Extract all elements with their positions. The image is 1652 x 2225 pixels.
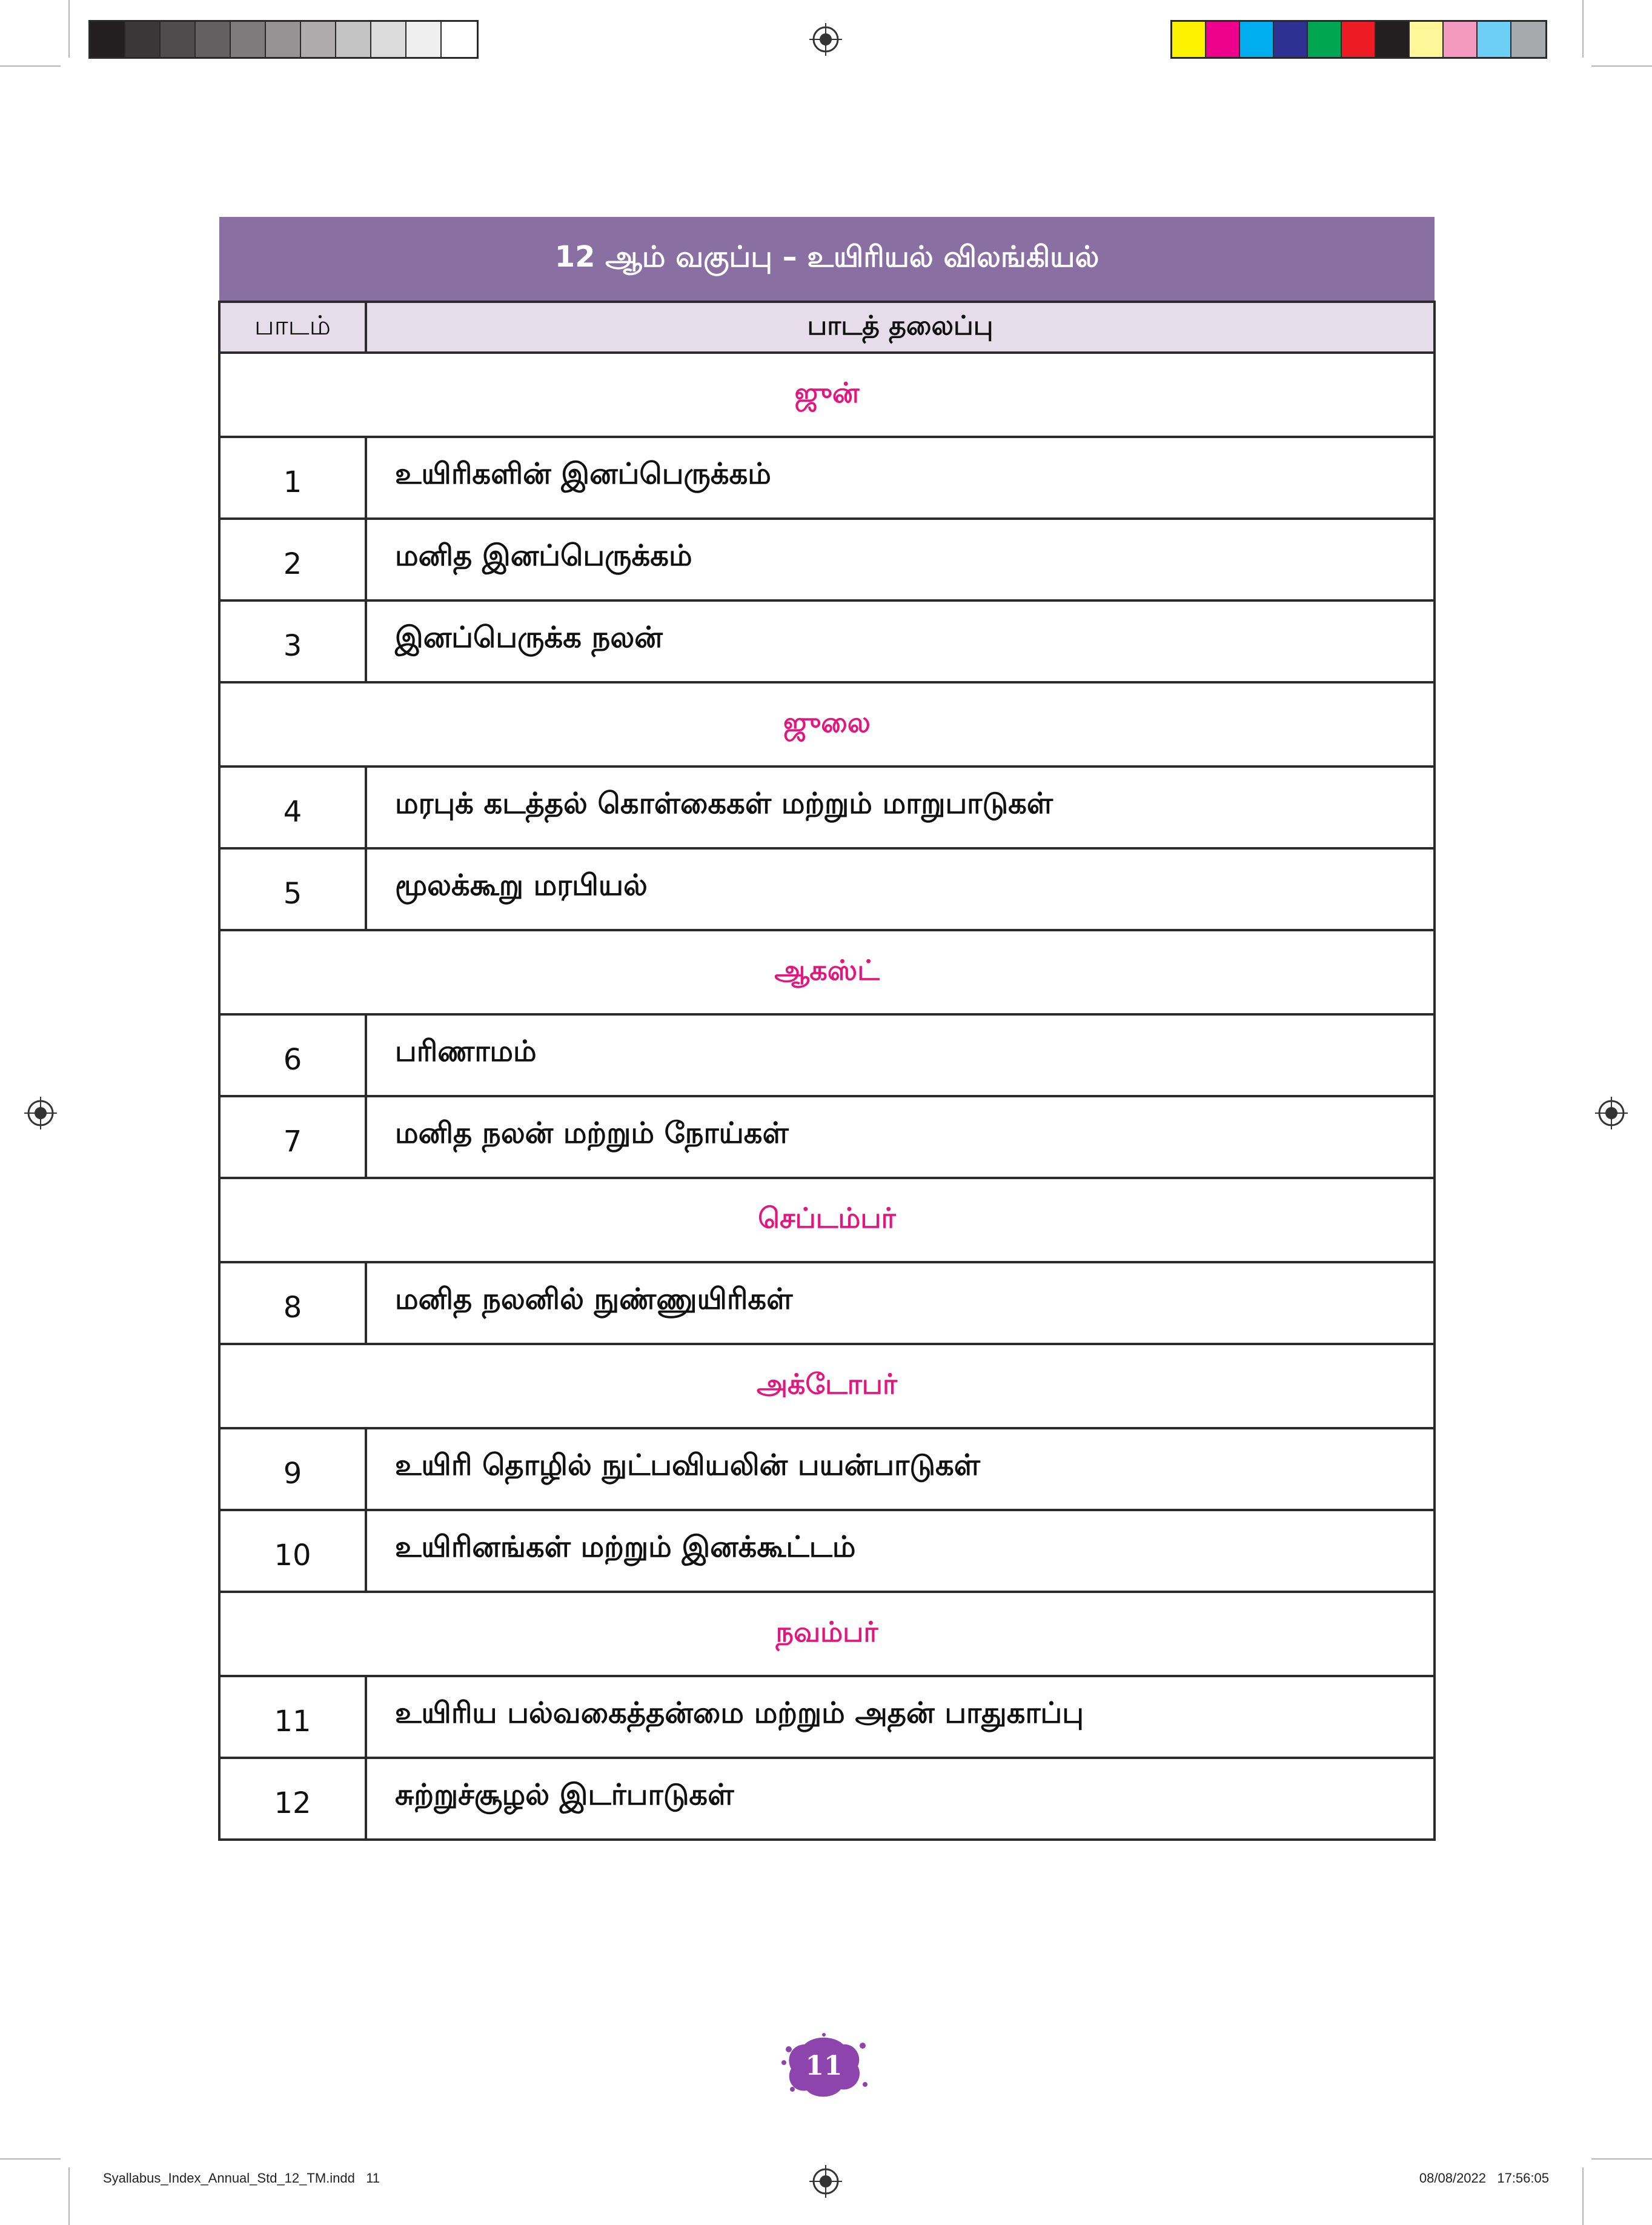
grey-swatch	[231, 22, 266, 57]
grey-swatch	[301, 22, 336, 57]
table-row	[219, 1758, 1435, 1840]
grey-swatch	[196, 22, 231, 57]
lesson-title: மரபுக் கடத்தல் கொள்கைகள் மற்றும் மாறுபாடுகள்	[366, 767, 1435, 848]
process-color-bar	[1170, 20, 1547, 59]
lesson-title: உயிரிகளின் இனப்பெருக்கம்	[366, 437, 1435, 519]
lesson-title: மனித இனப்பெருக்கம்	[366, 519, 1435, 600]
color-swatch	[1342, 22, 1376, 57]
grey-swatch	[371, 22, 406, 57]
color-swatch	[1274, 22, 1308, 57]
table-row	[219, 1096, 1435, 1178]
grey-swatch	[161, 22, 196, 57]
lesson-title: உயிரிய பல்வகைத்தன்மை மற்றும் அதன் பாதுகாப்பு	[366, 1676, 1435, 1758]
month-row	[219, 1178, 1435, 1262]
crop-mark	[1582, 0, 1584, 58]
grey-swatch	[90, 22, 125, 57]
table-row	[219, 600, 1435, 682]
month-row	[219, 1592, 1435, 1676]
registration-mark-icon	[24, 1097, 57, 1129]
color-swatch	[1308, 22, 1342, 57]
crop-mark	[1582, 2167, 1584, 2225]
month-label: ஜுலை	[219, 682, 1435, 767]
lesson-number: 10	[219, 1510, 366, 1592]
crop-mark	[0, 2158, 61, 2160]
grey-swatch	[266, 22, 301, 57]
table-title-row	[219, 217, 1435, 302]
month-label: ஆகஸ்ட்	[219, 930, 1435, 1014]
lesson-title: சுற்றுச்சூழல் இடர்பாடுகள்	[366, 1758, 1435, 1840]
table-row	[219, 1262, 1435, 1344]
registration-mark-icon	[809, 2165, 842, 2198]
lesson-title: மூலக்கூறு மரபியல்	[366, 848, 1435, 930]
lesson-number: 9	[219, 1428, 366, 1510]
lesson-number: 3	[219, 600, 366, 682]
lesson-title: இனப்பெருக்க நலன்	[366, 600, 1435, 682]
month-label: நவம்பர்	[219, 1592, 1435, 1676]
page-number: 11	[805, 2050, 843, 2081]
page-number-badge	[780, 2031, 867, 2101]
lesson-number: 11	[219, 1676, 366, 1758]
table-title: 12 ஆம் வகுப்பு – உயிரியல் விலங்கியல்	[219, 217, 1435, 302]
syllabus-table	[218, 217, 1436, 1841]
table-body	[219, 353, 1435, 1840]
crop-mark	[0, 65, 61, 67]
table-row	[219, 848, 1435, 930]
color-swatch	[1240, 22, 1274, 57]
month-label: ஜுன்	[219, 353, 1435, 437]
grey-swatch	[336, 22, 371, 57]
table-row	[219, 1510, 1435, 1592]
month-row	[219, 1344, 1435, 1428]
lesson-number: 1	[219, 437, 366, 519]
crop-mark	[1591, 2158, 1652, 2160]
color-swatch	[1410, 22, 1444, 57]
lesson-number: 12	[219, 1758, 366, 1840]
table-row	[219, 767, 1435, 848]
lesson-title: உயிரி தொழில் நுட்பவியலின் பயன்பாடுகள்	[366, 1428, 1435, 1510]
lesson-number: 5	[219, 848, 366, 930]
table-row	[219, 519, 1435, 600]
month-label: அக்டோபர்	[219, 1344, 1435, 1428]
crop-mark	[1591, 65, 1652, 67]
lesson-title: மனித நலனில் நுண்ணுயிரிகள்	[366, 1262, 1435, 1344]
lesson-number: 6	[219, 1014, 366, 1096]
color-swatch	[1478, 22, 1511, 57]
column-header-lesson-title: பாடத் தலைப்பு	[366, 302, 1435, 353]
lesson-title: மனித நலன் மற்றும் நோய்கள்	[366, 1096, 1435, 1178]
grey-swatch	[125, 22, 161, 57]
month-row	[219, 930, 1435, 1014]
registration-mark-icon	[1595, 1097, 1628, 1129]
table-row	[219, 437, 1435, 519]
color-swatch	[1172, 22, 1206, 57]
table-row	[219, 1014, 1435, 1096]
month-row	[219, 682, 1435, 767]
crop-mark	[68, 2167, 70, 2225]
month-label: செப்டம்பர்	[219, 1178, 1435, 1262]
lesson-number: 2	[219, 519, 366, 600]
color-swatch	[1206, 22, 1240, 57]
month-row	[219, 353, 1435, 437]
grey-color-bar	[88, 20, 479, 59]
color-swatch	[1444, 22, 1478, 57]
lesson-number: 4	[219, 767, 366, 848]
lesson-number: 7	[219, 1096, 366, 1178]
slug-timestamp: 08/08/2022 17:56:05	[1419, 2170, 1549, 2186]
registration-mark-icon	[809, 23, 842, 56]
grey-swatch	[442, 22, 477, 57]
crop-mark	[68, 0, 70, 58]
slug-file-name: Syallabus_Index_Annual_Std_12_TM.indd 11	[103, 2170, 380, 2186]
color-swatch	[1511, 22, 1545, 57]
lesson-title: உயிரினங்கள் மற்றும் இனக்கூட்டம்	[366, 1510, 1435, 1592]
table-header-row	[219, 302, 1435, 353]
color-swatch	[1376, 22, 1410, 57]
grey-swatch	[406, 22, 442, 57]
lesson-number: 8	[219, 1262, 366, 1344]
column-header-lesson-number: பாடம்	[219, 302, 366, 353]
lesson-title: பரிணாமம்	[366, 1014, 1435, 1096]
table-row	[219, 1428, 1435, 1510]
table-row	[219, 1676, 1435, 1758]
